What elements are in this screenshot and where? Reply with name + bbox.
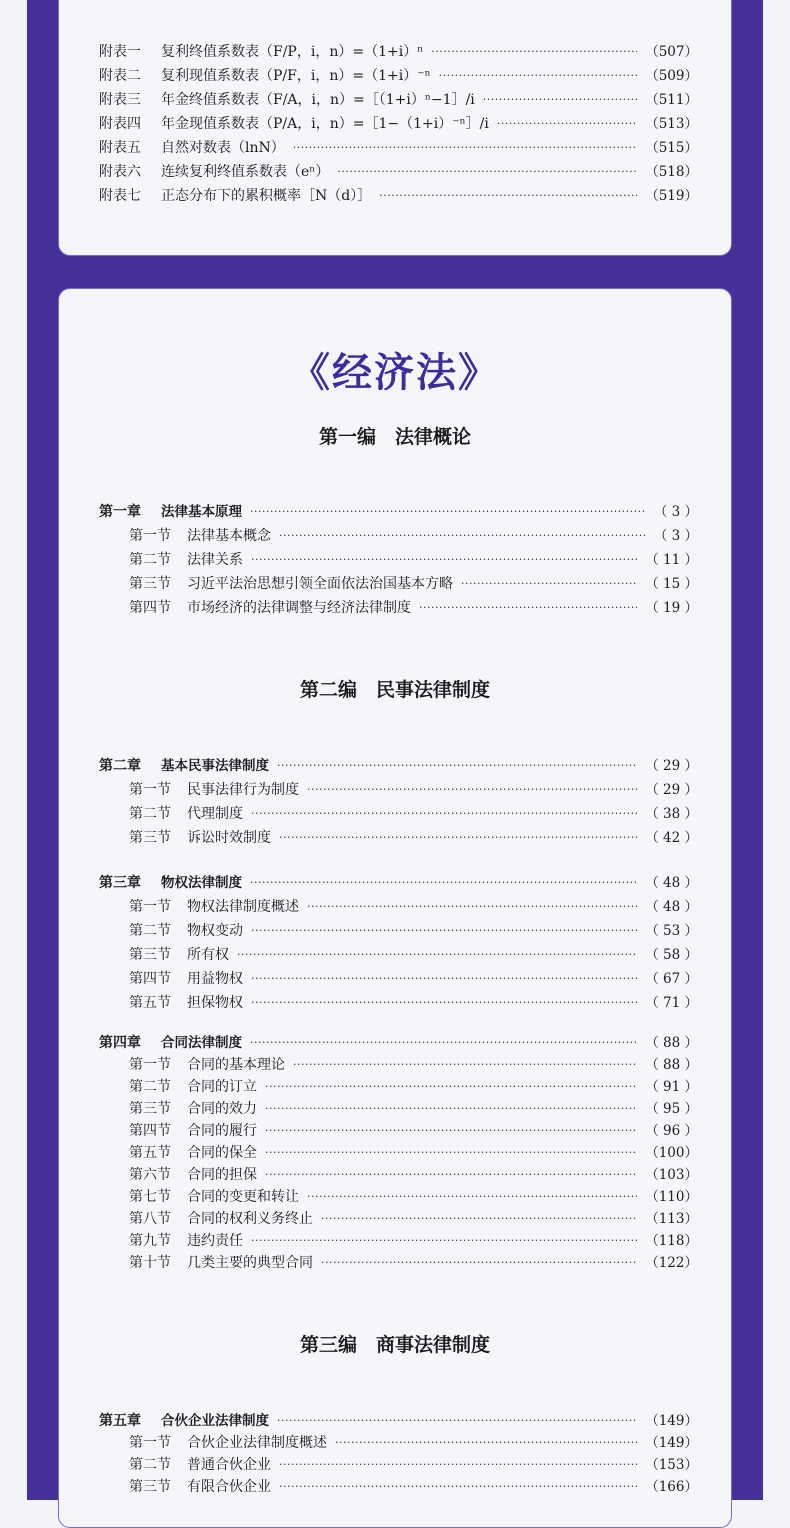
section-title: 代理制度 [187, 806, 243, 822]
section-title: 合同的效力 [187, 1101, 257, 1117]
chapter-title: 基本民事法律制度 [161, 758, 269, 774]
section-row[interactable] [129, 1055, 698, 1075]
section-title: 普通合伙企业 [187, 1457, 271, 1473]
page-number: （ 88 ） [645, 1035, 698, 1051]
section-title: 合同的基本理论 [187, 1057, 285, 1073]
leader-dots [265, 1143, 637, 1163]
leader-dots [379, 186, 637, 206]
section-title: 物权变动 [187, 923, 243, 939]
leader-dots [277, 756, 637, 776]
page-number: （ 19 ） [645, 600, 698, 616]
section-row[interactable] [129, 780, 698, 800]
leader-dots [293, 138, 637, 158]
contents-card [58, 288, 732, 1528]
page-number: （513） [645, 116, 698, 132]
page-number: （149） [645, 1435, 698, 1451]
section-title: 合同的权利义务终止 [187, 1211, 313, 1227]
leader-dots [307, 1187, 637, 1207]
leader-dots [279, 526, 646, 546]
page-number: （ 71 ） [645, 995, 698, 1011]
appendix-card [58, 0, 732, 256]
chapter-row[interactable] [99, 502, 698, 522]
section-title: 合同的变更和转让 [187, 1189, 299, 1205]
section-title: 合同的履行 [187, 1123, 257, 1139]
section-title: 物权法律制度概述 [187, 899, 299, 915]
page-number: （110） [645, 1189, 698, 1205]
leader-dots [251, 804, 637, 824]
chapter-row[interactable] [99, 873, 698, 893]
appendix-row[interactable] [99, 66, 698, 86]
page-number: （ 38 ） [645, 806, 698, 822]
appendix-title: 正态分布下的累积概率［N（d）］ [161, 188, 372, 204]
section-row[interactable] [129, 1121, 698, 1141]
section-number: 第四节 [129, 971, 171, 987]
section-title: 合同的订立 [187, 1079, 257, 1095]
page-number: （ 58 ） [645, 947, 698, 963]
section-number: 第三节 [129, 947, 171, 963]
leader-dots [277, 1411, 637, 1431]
leader-dots [251, 550, 637, 570]
appendix-row[interactable] [99, 42, 698, 62]
section-number: 第一节 [129, 1057, 171, 1073]
section-number: 第三节 [129, 1101, 171, 1117]
page-number: （ 29 ） [645, 758, 698, 774]
book-title: 《经济法》 [290, 350, 500, 396]
section-row[interactable] [129, 1187, 698, 1207]
section-title: 有限合伙企业 [187, 1479, 271, 1495]
section-row[interactable] [129, 526, 698, 546]
section-number: 第四节 [129, 1123, 171, 1139]
page-number: （113） [645, 1211, 698, 1227]
section-row[interactable] [129, 945, 698, 965]
appendix-number: 附表二 [99, 68, 141, 84]
section-title: 合同的保全 [187, 1145, 257, 1161]
appendix-number: 附表四 [99, 116, 141, 132]
page-number: （515） [645, 140, 698, 156]
appendix-title: 年金终值系数表（F/A，i，n）=［（1+i）ⁿ−1］/i [161, 92, 475, 108]
page-number: （507） [645, 44, 698, 60]
page-number: （118） [645, 1233, 698, 1249]
section-row[interactable] [129, 921, 698, 941]
page-number: （ 53 ） [645, 923, 698, 939]
section-row[interactable] [129, 969, 698, 989]
appendix-title: 自然对数表（lnN） [161, 140, 285, 156]
section-number: 第五节 [129, 1145, 171, 1161]
page-number: （149） [645, 1413, 698, 1429]
leader-dots [335, 1433, 637, 1453]
leader-dots [250, 502, 646, 522]
section-title: 几类主要的典型合同 [187, 1255, 313, 1271]
section-title: 市场经济的法律调整与经济法律制度 [187, 600, 411, 616]
page-number: （ 88 ） [645, 1057, 698, 1073]
leader-dots [321, 1209, 637, 1229]
leader-dots [251, 993, 637, 1013]
page-number: （ 42 ） [645, 830, 698, 846]
leader-dots [307, 780, 637, 800]
section-row[interactable] [129, 598, 698, 618]
part-title: 第一编 法律概论 [318, 426, 471, 448]
section-number: 第一节 [129, 782, 171, 798]
page-number: （ 3 ） [653, 504, 698, 520]
section-row[interactable] [129, 1165, 698, 1185]
appendix-row[interactable] [99, 138, 698, 158]
leader-dots [251, 1231, 637, 1251]
section-row[interactable] [129, 1231, 698, 1251]
page-number: （ 67 ） [645, 971, 698, 987]
section-number: 第七节 [129, 1189, 171, 1205]
page-number: （ 95 ） [645, 1101, 698, 1117]
leader-dots [497, 114, 637, 134]
chapter-row[interactable] [99, 756, 698, 776]
page-number: （ 15 ） [645, 576, 698, 592]
section-title: 诉讼时效制度 [187, 830, 271, 846]
page-number: （103） [645, 1167, 698, 1183]
section-number: 第一节 [129, 899, 171, 915]
page-number: （ 48 ） [645, 899, 698, 915]
page-number: （ 91 ） [645, 1079, 698, 1095]
section-row[interactable] [129, 1455, 698, 1475]
section-number: 第二节 [129, 806, 171, 822]
leader-dots [307, 897, 637, 917]
appendix-row[interactable] [99, 186, 698, 206]
section-number: 第三节 [129, 1479, 171, 1495]
leader-dots [337, 162, 637, 182]
section-number: 第四节 [129, 600, 171, 616]
section-row[interactable] [129, 993, 698, 1013]
leader-dots [431, 42, 637, 62]
leader-dots [251, 969, 637, 989]
appendix-title: 连续复利终值系数表（eⁿ） [161, 164, 330, 180]
chapter-number: 第五章 [99, 1413, 141, 1429]
appendix-number: 附表三 [99, 92, 141, 108]
page-number: （509） [645, 68, 698, 84]
chapter-title: 物权法律制度 [161, 875, 242, 891]
section-number: 第二节 [129, 552, 171, 568]
section-title: 合同的担保 [187, 1167, 257, 1183]
section-number: 第九节 [129, 1233, 171, 1249]
section-row[interactable] [129, 1099, 698, 1119]
leader-dots [279, 828, 637, 848]
leader-dots [237, 945, 637, 965]
appendix-number: 附表六 [99, 164, 141, 180]
chapter-title: 法律基本原理 [161, 504, 242, 520]
section-title: 所有权 [187, 947, 229, 963]
appendix-number: 附表七 [99, 188, 141, 204]
page-number: （ 29 ） [645, 782, 698, 798]
section-number: 第三节 [129, 576, 171, 592]
chapter-title: 合伙企业法律制度 [161, 1413, 269, 1429]
section-title: 习近平法治思想引领全面依法治国基本方略 [187, 576, 453, 592]
section-row[interactable] [129, 1253, 698, 1273]
leader-dots [439, 66, 638, 86]
section-number: 第十节 [129, 1255, 171, 1271]
leader-dots [250, 873, 637, 893]
chapter-row[interactable] [99, 1033, 698, 1053]
page-number: （518） [645, 164, 698, 180]
page-number: （166） [645, 1479, 698, 1495]
part-title: 第三编 商事法律制度 [299, 1334, 490, 1356]
appendix-title: 年金现值系数表（P/A，i，n）=［1−（1+i）⁻ⁿ］/i [161, 116, 489, 132]
leader-dots [265, 1077, 637, 1097]
page-number: （519） [645, 188, 698, 204]
section-number: 第二节 [129, 923, 171, 939]
section-title: 法律关系 [187, 552, 243, 568]
section-number: 第三节 [129, 830, 171, 846]
section-row[interactable] [129, 550, 698, 570]
chapter-row[interactable] [99, 1411, 698, 1431]
section-row[interactable] [129, 574, 698, 594]
chapter-number: 第四章 [99, 1035, 141, 1051]
page-number: （511） [645, 92, 698, 108]
section-row[interactable] [129, 828, 698, 848]
section-number: 第二节 [129, 1457, 171, 1473]
leader-dots [279, 1477, 637, 1497]
appendix-title: 复利现值系数表（P/F，i，n）=（1+i）⁻ⁿ [161, 68, 431, 84]
section-row[interactable] [129, 1477, 698, 1497]
section-row[interactable] [129, 1077, 698, 1097]
section-row[interactable] [129, 1143, 698, 1163]
section-title: 违约责任 [187, 1233, 243, 1249]
page-number: （ 11 ） [645, 552, 698, 568]
leader-dots [251, 921, 637, 941]
section-title: 用益物权 [187, 971, 243, 987]
leader-dots [483, 90, 637, 110]
section-number: 第六节 [129, 1167, 171, 1183]
section-row[interactable] [129, 1209, 698, 1229]
section-number: 第一节 [129, 1435, 171, 1451]
chapter-number: 第三章 [99, 875, 141, 891]
part-title: 第二编 民事法律制度 [299, 679, 490, 701]
appendix-row[interactable] [99, 90, 698, 110]
section-row[interactable] [129, 804, 698, 824]
appendix-title: 复利终值系数表（F/P，i，n）=（1+i）ⁿ [161, 44, 424, 60]
section-number: 第八节 [129, 1211, 171, 1227]
leader-dots [265, 1099, 637, 1119]
leader-dots [461, 574, 637, 594]
section-title: 合伙企业法律制度概述 [187, 1435, 327, 1451]
chapter-title: 合同法律制度 [161, 1035, 242, 1051]
appendix-row[interactable] [99, 162, 698, 182]
chapter-number: 第一章 [99, 504, 141, 520]
page-number: （153） [645, 1457, 698, 1473]
leader-dots [265, 1121, 637, 1141]
page-number: （122） [645, 1255, 698, 1271]
appendix-number: 附表一 [99, 44, 141, 60]
appendix-number: 附表五 [99, 140, 141, 156]
leader-dots [265, 1165, 637, 1185]
appendix-row[interactable] [99, 114, 698, 134]
chapter-number: 第二章 [99, 758, 141, 774]
page-number: （ 96 ） [645, 1123, 698, 1139]
page-number: （ 3 ） [653, 528, 698, 544]
page-number: （ 48 ） [645, 875, 698, 891]
leader-dots [279, 1455, 637, 1475]
page-number: （100） [645, 1145, 698, 1161]
section-number: 第一节 [129, 528, 171, 544]
section-number: 第二节 [129, 1079, 171, 1095]
section-number: 第五节 [129, 995, 171, 1011]
section-title: 担保物权 [187, 995, 243, 1011]
section-title: 法律基本概念 [187, 528, 271, 544]
section-title: 民事法律行为制度 [187, 782, 299, 798]
leader-dots [321, 1253, 637, 1273]
leader-dots [419, 598, 637, 618]
leader-dots [250, 1033, 637, 1053]
section-row[interactable] [129, 897, 698, 917]
section-row[interactable] [129, 1433, 698, 1453]
leader-dots [293, 1055, 637, 1075]
